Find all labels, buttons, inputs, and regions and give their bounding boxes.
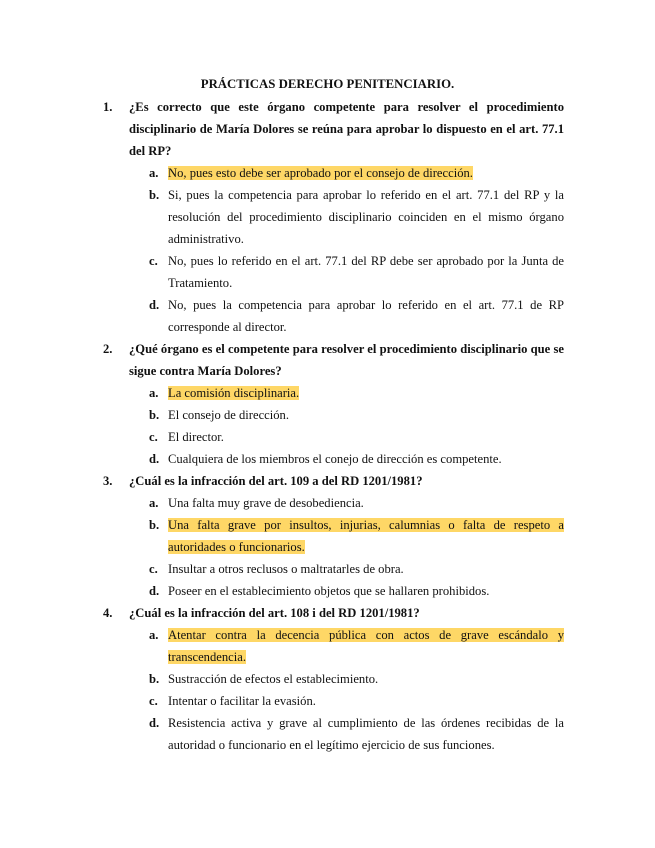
answer-option [129,514,564,558]
answer-list [129,162,564,338]
question-3 [103,470,564,602]
answer-letter: b. [149,188,160,202]
answer-list [129,492,564,602]
question-list [103,96,564,756]
answer-letter: b. [149,518,160,532]
answer-option [129,624,564,668]
answer-option [129,690,564,712]
answer-letter: d. [149,452,160,466]
answer-letter: d. [149,716,160,730]
answer-option [129,712,564,756]
answer-letter: a. [149,166,159,180]
answer-letter: b. [149,408,160,422]
answer-letter: b. [149,672,160,686]
answer-text: Una falta muy grave de desobediencia. [168,496,364,510]
answer-text: El director. [168,430,224,444]
answer-text: Resistencia activa y grave al cumplimiento de las órdenes recibidas de la autoridad o funcionario en el legítimo ejercicio de sus funciones. [168,716,564,752]
question-4 [103,602,564,756]
answer-option [129,668,564,690]
question-number: 3. [103,474,113,488]
answer-option [129,184,564,250]
answer-option [129,492,564,514]
answer-text-highlighted: Una falta grave por insultos, injurias, calumnias o falta de respeto a autoridades o funcionarios. [168,518,564,554]
answer-option [129,580,564,602]
answer-text: Poseer en el establecimiento objetos que se hallaren prohibidos. [168,584,490,598]
answer-list [129,624,564,756]
answer-letter: d. [149,584,160,598]
answer-option [129,294,564,338]
answer-letter: c. [149,430,158,444]
answer-text: El consejo de dirección. [168,408,289,422]
answer-text: Insultar a otros reclusos o maltratarles de obra. [168,562,404,576]
answer-option [129,250,564,294]
answer-letter: c. [149,562,158,576]
answer-option [129,558,564,580]
answer-text: Intentar o facilitar la evasión. [168,694,316,708]
answer-letter: d. [149,298,160,312]
question-text: ¿Qué órgano es el competente para resolver el procedimiento disciplinario que se sigue contra María Dolores? [129,342,564,378]
answer-text-highlighted: No, pues esto debe ser aprobado por el consejo de dirección. [168,166,473,180]
answer-letter: a. [149,628,159,642]
answer-text: Si, pues la competencia para aprobar lo referido en el art. 77.1 del RP y la resolución del procedimiento disciplinario coinciden en el mismo órgano administrativo. [168,188,564,246]
answer-letter: c. [149,694,158,708]
answer-text-highlighted: La comisión disciplinaria. [168,386,300,400]
answer-option [129,404,564,426]
answer-option [129,448,564,470]
answer-list [129,382,564,470]
question-number: 1. [103,100,113,114]
answer-letter: a. [149,496,159,510]
question-text: ¿Cuál es la infracción del art. 108 i del RD 1201/1981? [129,606,420,620]
question-text: ¿Cuál es la infracción del art. 109 a del RD 1201/1981? [129,474,423,488]
answer-text: No, pues la competencia para aprobar lo referido en el art. 77.1 de RP corresponde al director. [168,298,564,334]
question-number: 4. [103,606,113,620]
question-text: ¿Es correcto que este órgano competente para resolver el procedimiento disciplinario de María Dolores se reúna para aprobar lo dispuesto en el art. 77.1 del RP? [129,100,564,158]
question-2 [103,338,564,470]
answer-text: Cualquiera de los miembros el conejo de dirección es competente. [168,452,502,466]
answer-option [129,162,564,184]
page-title: PRÁCTICAS DERECHO PENITENCIARIO. [200,77,455,91]
answer-letter: a. [149,386,159,400]
answer-text: No, pues lo referido en el art. 77.1 del RP debe ser aprobado por la Junta de Tratamiento. [168,254,564,290]
answer-text: Sustracción de efectos el establecimiento. [168,672,379,686]
answer-text-highlighted: Atentar contra la decencia pública con actos de grave escándalo y transcendencia. [168,628,564,664]
answer-letter: c. [149,254,158,268]
question-1 [103,96,564,338]
answer-option [129,426,564,448]
answer-option [129,382,564,404]
question-number: 2. [103,342,113,356]
